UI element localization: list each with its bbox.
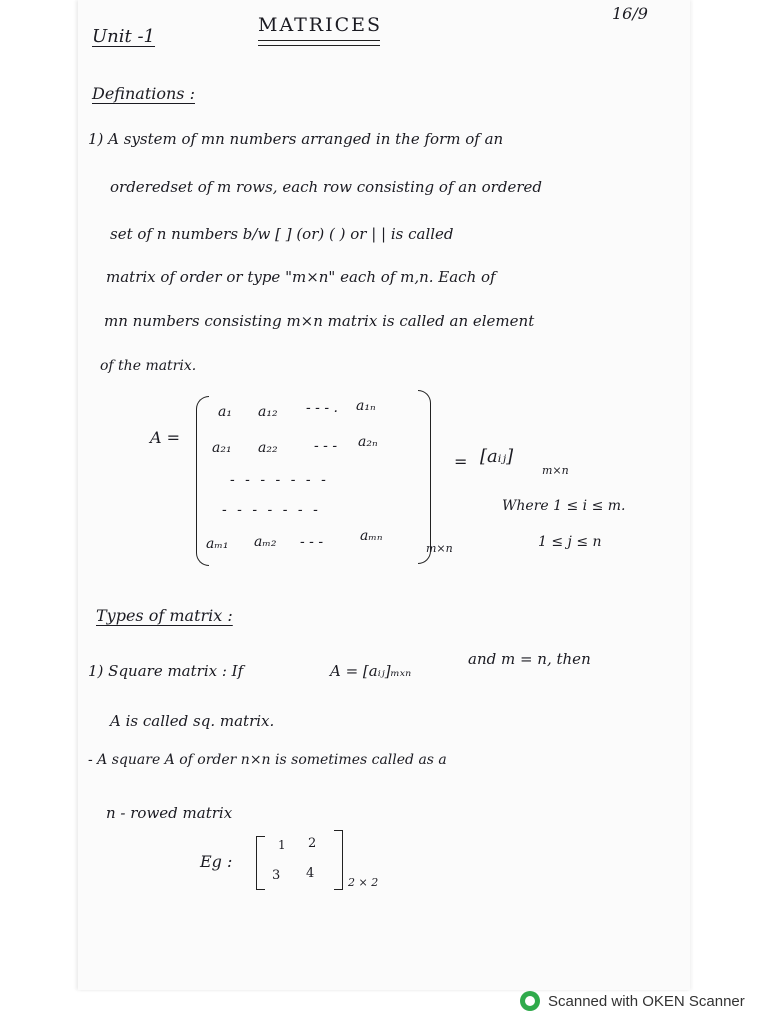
example-right-bracket [334,830,343,890]
definition-line-1: 1) A system of mn numbers arranged in the form of an [88,130,504,148]
matrix-cell: a₁ₙ [356,398,376,414]
square-matrix-line-2: A is called sq. matrix. [110,712,275,730]
definitions-heading: Definations : [92,84,195,103]
example-label: Eg : [200,852,233,871]
matrix-cell: - - - [300,534,324,550]
title-underline [258,40,380,41]
matrix-dash-row: - - - - - - - [222,502,321,518]
oken-scanner-icon [520,991,540,1011]
definition-line-4: matrix of order or type "m×n" each of m,n. Each of [106,268,496,286]
page-title: MATRICES [258,14,383,36]
definition-line-2: orderedset of m rows, each row consisting of an ordered [110,178,542,196]
example-left-bracket [256,836,265,890]
matrix-compact-form: [aᵢⱼ] [480,446,514,467]
example-cell: 2 [308,836,317,851]
matrix-cell: - - - [314,438,338,454]
notebook-page [78,0,690,990]
matrix-cell: aₘ₁ [206,536,229,552]
matrix-cell: a₂₂ [258,440,278,456]
matrix-cell: aₘ₂ [254,534,277,550]
matrix-cell: a₂₁ [212,440,232,456]
matrix-cell: aₘₙ [360,528,383,544]
index-range-j: 1 ≤ j ≤ n [538,534,602,550]
title-underline-2 [258,45,380,46]
matrix-equals: = [454,452,468,471]
matrix-cell: a₁₂ [258,404,278,420]
definition-line-5: mn numbers consisting m×n matrix is called an element [104,312,535,330]
matrix-compact-order: m×n [542,464,569,477]
example-order-subscript: 2 × 2 [348,876,379,889]
unit-label: Unit -1 [92,26,156,47]
square-matrix-condition: and m = n, then [468,650,591,668]
scanner-text: Scanned with OKEN Scanner [548,992,745,1010]
scanner-watermark [520,990,745,1012]
matrix-cell: - - - . [306,400,338,416]
square-matrix-formula: A = [aᵢⱼ]ₘₓₙ [330,662,412,680]
matrix-cell: a₂ₙ [358,434,378,450]
matrix-cell: a₁ [218,404,232,420]
square-matrix-line-4: n - rowed matrix [106,804,233,822]
definition-line-3: set of n numbers b/w [ ] (or) ( ) or | | is called [110,225,454,243]
index-range-i: Where 1 ≤ i ≤ m. [502,498,626,514]
example-cell: 1 [278,838,286,852]
example-cell: 4 [306,866,315,881]
matrix-dash-row: - - - - - - - [230,472,329,488]
square-matrix-label: 1) Square matrix : If [88,662,244,680]
definition-line-6: of the matrix. [100,358,197,374]
example-cell: 3 [272,868,281,883]
square-matrix-line-3: - A square A of order n×n is sometimes called as a [88,752,447,768]
types-heading: Types of matrix : [96,606,233,625]
matrix-order-subscript: m×n [426,542,453,555]
page-date: 16/9 [612,4,648,23]
matrix-right-bracket [418,390,431,564]
matrix-lhs: A = [150,428,181,447]
